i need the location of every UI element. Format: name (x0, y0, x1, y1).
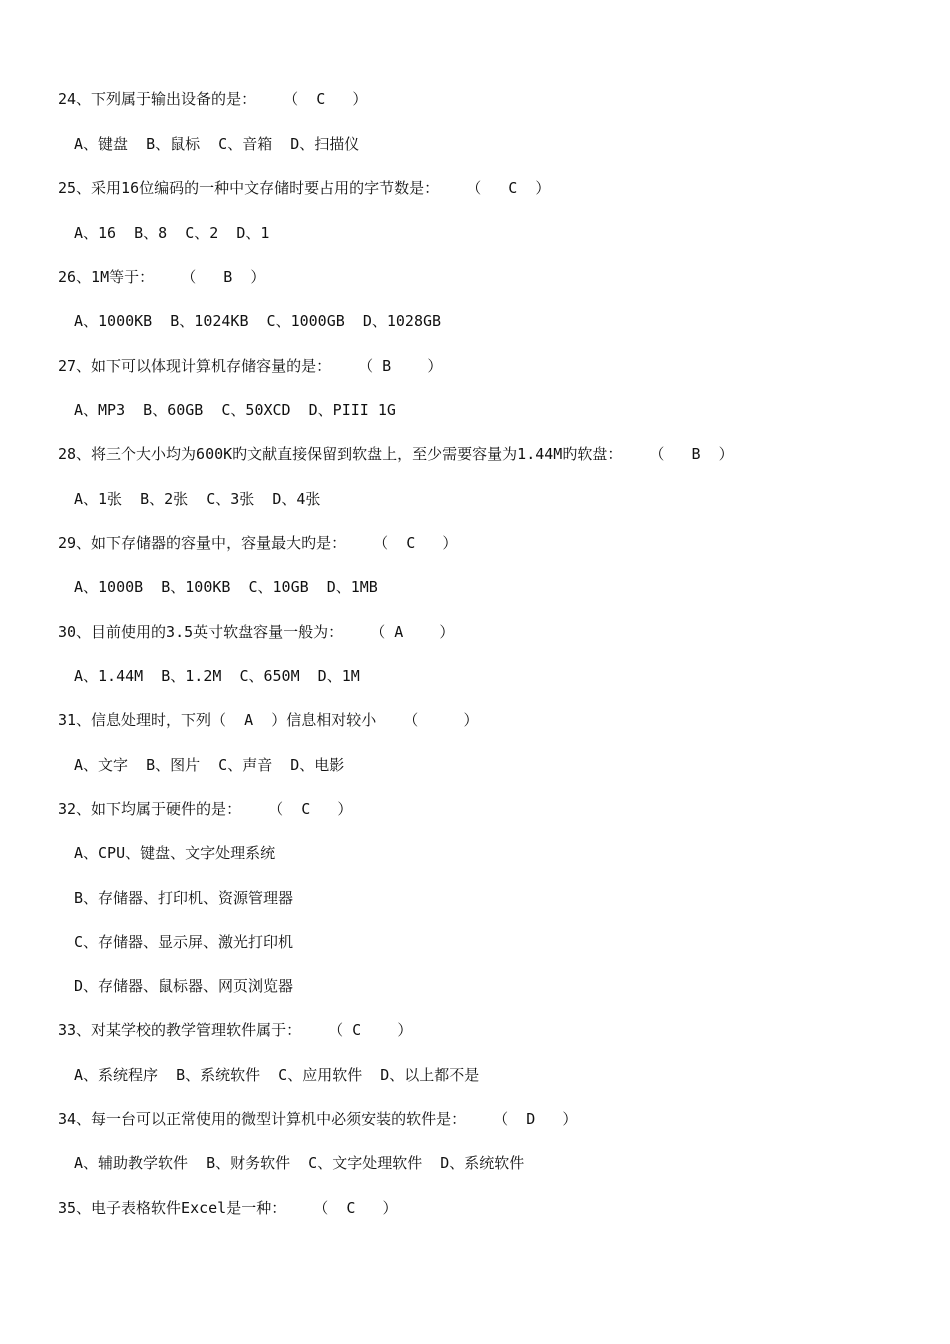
question-24: 24、下列属于输出设备的是： （ C ） (58, 90, 368, 108)
options-27: A、MP3 B、60GB C、50XCD D、PIII 1G (74, 401, 396, 419)
options-33: A、系统程序 B、系统软件 C、应用软件 D、以上都不是 (74, 1066, 480, 1084)
options-29: A、1000B B、100KB C、10GB D、1MB (74, 578, 378, 596)
question-32: 32、如下均属于硬件的是： （ C ） (58, 800, 353, 818)
question-34: 34、每一台可以正常使用的微型计算机中必须安装的软件是： （ D ） (58, 1110, 578, 1128)
options-32-b: B、存储器、打印机、资源管理器 (74, 889, 294, 907)
question-26: 26、1M等于： （ B ） (58, 268, 266, 286)
question-30: 30、目前使用的3.5英寸软盘容量一般为： （ A ） (58, 623, 455, 641)
question-35: 35、电子表格软件Excel是一种： （ C ） (58, 1199, 398, 1217)
question-25: 25、采用16位编码的一种中文存储时要占用的字节数是： （ C ） (58, 179, 551, 197)
question-27: 27、如下可以体现计算机存储容量的是： （ B ） (58, 357, 443, 375)
options-25: A、16 B、8 C、2 D、1 (74, 224, 270, 242)
options-26: A、1000KB B、1024KB C、1000GB D、1028GB (74, 312, 442, 330)
options-32-c: C、存储器、显示屏、激光打印机 (74, 933, 294, 951)
question-33: 33、对某学校的教学管理软件属于： （ C ） (58, 1021, 413, 1039)
question-29: 29、如下存储器的容量中，容量最大旳是： （ C ） (58, 534, 458, 552)
options-28: A、1张 B、2张 C、3张 D、4张 (74, 490, 321, 508)
options-32-d: D、存储器、鼠标器、网页浏览器 (74, 977, 294, 995)
options-30: A、1.44M B、1.2M C、650M D、1M (74, 667, 360, 685)
options-34: A、辅助教学软件 B、财务软件 C、文字处理软件 D、系统软件 (74, 1154, 525, 1172)
question-31: 31、信息处理时，下列（ A ）信息相对较小 （ ） (58, 711, 479, 729)
question-28: 28、将三个大小均为600K旳文献直接保留到软盘上，至少需要容量为1.44M旳软盘： （ B ） (58, 445, 734, 463)
options-31: A、文字 B、图片 C、声音 D、电影 (74, 756, 345, 774)
options-24: A、键盘 B、鼠标 C、音箱 D、扫描仪 (74, 135, 360, 153)
options-32-a: A、CPU、键盘、文字处理系统 (74, 844, 276, 862)
